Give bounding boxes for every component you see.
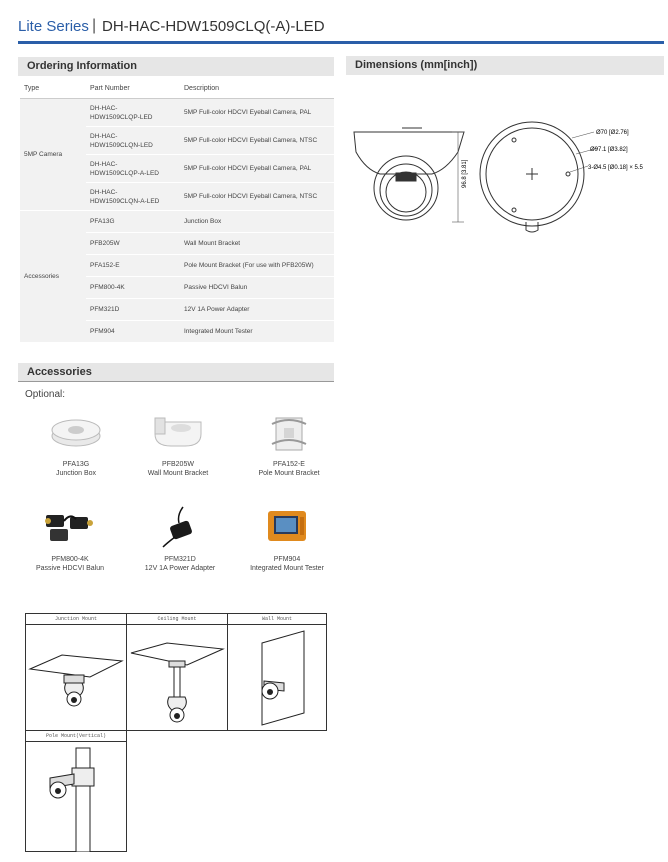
balun-icon [40, 505, 100, 549]
desc-cell: 12V 1A Power Adapter [180, 299, 334, 321]
mount-label: Pole Mount(Vertical) [26, 731, 126, 742]
table-row [20, 211, 334, 233]
desc-cell: Pole Mount Bracket (For use with PFB205W) [180, 255, 334, 277]
accessory-code: PFA13G [62, 461, 90, 468]
series-title: Lite Series [18, 18, 89, 35]
type-cell: Accessories [20, 211, 86, 343]
pole-mount-icon [26, 742, 126, 852]
accessory-junction-box [21, 414, 131, 478]
part-cell: DH-HAC- HDW1509CLQP-A-LED [86, 155, 180, 183]
part-cell: DH-HAC- HDW1509CLQP-LED [86, 99, 180, 127]
part-cell: PFM800-4K [86, 277, 180, 299]
table-row [20, 99, 334, 127]
part-cell: PFM904 [86, 321, 180, 343]
junction-box-icon [49, 414, 103, 454]
diameter-97-label: Ø97.1 [Ø3.82] [590, 147, 628, 153]
desc-cell: 5MP Full-color HDCVI Eyeball Camera, NTSC [180, 127, 334, 155]
mount-label: Junction Mount [26, 614, 126, 625]
pole-bracket-icon [262, 414, 316, 454]
desc-cell: Passive HDCVI Balun [180, 277, 334, 299]
model-title: DH-HAC-HDW1509CLQ(-A)-LED [102, 18, 325, 35]
ceiling-mount-icon [127, 625, 227, 731]
header-rule [18, 41, 664, 44]
accessory-name: Integrated Mount Tester [250, 565, 324, 572]
mount-ceiling [126, 613, 228, 731]
desc-cell: Wall Mount Bracket [180, 233, 334, 255]
accessories-section-title: Accessories [18, 363, 334, 382]
desc-cell: Junction Box [180, 211, 334, 233]
part-cell: PFA13G [86, 211, 180, 233]
desc-cell: 5MP Full-color HDCVI Eyeball Camera, PAL [180, 155, 334, 183]
accessory-code: PFA152-E [273, 461, 305, 468]
mount-label: Wall Mount [228, 614, 326, 625]
part-cell: DH-HAC- HDW1509CLQN-LED [86, 127, 180, 155]
col-header-type: Type [20, 78, 86, 99]
accessory-name: Passive HDCVI Balun [35, 565, 105, 572]
camera-top-view [480, 122, 584, 232]
mount-junction [25, 613, 127, 731]
desc-cell: 5MP Full-color HDCVI Eyeball Camera, NTSC [180, 183, 334, 211]
power-adapter-icon [153, 505, 207, 549]
accessory-name: Junction Box [55, 470, 97, 477]
part-cell: DH-HAC- HDW1509CLQN-A-LED [86, 183, 180, 211]
part-cell: PFB205W [86, 233, 180, 255]
accessory-power-adapter [125, 505, 235, 573]
accessory-code: PFM321D [164, 556, 196, 563]
desc-cell: 5MP Full-color HDCVI Eyeball Camera, PAL [180, 99, 334, 127]
accessory-balun [15, 505, 125, 573]
junction-mount-icon [26, 625, 126, 731]
hole-label: 3-Ø4.5 [Ø0.18] × 5.5 [588, 165, 643, 171]
col-header-part: Part Number [86, 78, 180, 99]
accessory-name: 12V 1A Power Adapter [144, 565, 216, 572]
ordering-section-title: Ordering Information [18, 57, 334, 76]
diameter-70-label: Ø70 [Ø2.76] [596, 130, 629, 136]
mount-pole [25, 730, 127, 852]
wall-bracket-icon [151, 414, 205, 454]
accessory-wall-bracket [123, 414, 233, 478]
accessory-name: Wall Mount Bracket [147, 470, 209, 477]
mount-label: Ceiling Mount [127, 614, 227, 625]
camera-side-view [354, 128, 464, 220]
accessory-code: PFM904 [273, 556, 301, 563]
ordering-table [20, 78, 334, 343]
col-header-description: Description [180, 78, 334, 99]
accessory-pole-bracket [234, 414, 344, 478]
wall-mount-icon [228, 625, 326, 731]
header-separator: | [92, 17, 97, 34]
type-cell: 5MP Camera [20, 99, 86, 211]
mount-tester-icon [260, 505, 314, 549]
desc-cell: Integrated Mount Tester [180, 321, 334, 343]
dimensions-section-title: Dimensions (mm[inch]) [346, 56, 664, 75]
optional-label: Optional: [25, 389, 66, 400]
accessory-code: PFB205W [162, 461, 194, 468]
part-cell: PFM321D [86, 299, 180, 321]
mount-wall [227, 613, 327, 731]
part-cell: PFA152-E [86, 255, 180, 277]
accessory-mount-tester [232, 505, 342, 573]
dimension-drawing [346, 118, 664, 240]
accessory-code: PFM800-4K [51, 556, 89, 563]
accessory-name: Pole Mount Bracket [258, 470, 320, 477]
height-label: 96.8 [3.81] [462, 159, 468, 188]
